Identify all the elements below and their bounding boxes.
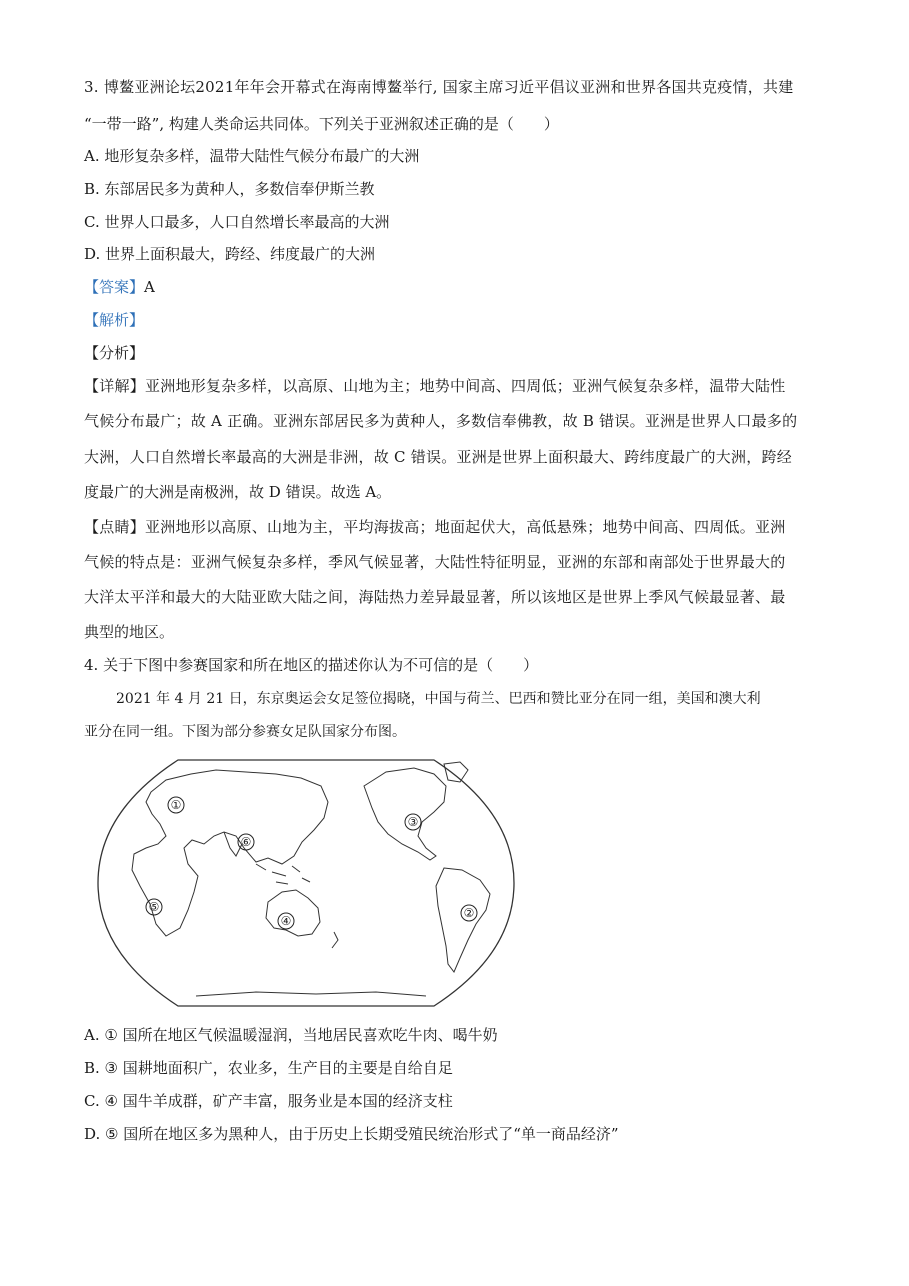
antarctica-edge (196, 992, 426, 996)
tip-line-4: 典型的地区。 (84, 623, 175, 641)
marker-1-label: ① (170, 798, 182, 812)
tip-line-1 (84, 517, 786, 537)
south-america-landmass (436, 868, 490, 972)
q4-material-line2: 亚分在同一组。下图为部分参赛女足队国家分布图。 (84, 724, 406, 740)
detail-line-3: 大洲，人口自然增长率最高的大洲是非洲，故 C 错误。亚洲是世界上面积最大、跨纬度最广的大洲，跨经 (84, 448, 793, 466)
q4-option-c: C. ④ 国牛羊成群，矿产丰富，服务业是本国的经济支柱 (84, 1092, 453, 1110)
detail-line-1 (84, 376, 786, 396)
answer-value: A (144, 278, 155, 296)
south-asia-coast (224, 832, 242, 856)
q4-stem: 4. 关于下图中参赛国家和所在地区的描述你认为不可信的是（ ） (84, 656, 539, 674)
new-zealand (332, 932, 338, 948)
marker-3 (405, 814, 421, 830)
detail-line-2: 气候分布最广；故 A 正确。亚洲东部居民多为黄种人，多数信奉佛教，故 B 错误。亚洲是世界人口最多的 (84, 412, 798, 430)
marker-5-label: ⑤ (148, 900, 160, 914)
answer-label: 【答案】 (84, 278, 145, 296)
q4-option-a: A. ① 国所在地区气候温暖湿润，当地居民喜欢吃牛肉、喝牛奶 (84, 1026, 498, 1044)
tip-label: 【点睛】 (84, 518, 146, 536)
q3-option-c: C. 世界人口最多，人口自然增长率最高的大洲 (84, 213, 390, 231)
marker-1 (168, 797, 184, 813)
tip-line-3: 大洋太平洋和最大的大陆亚欧大陆之间，海陆热力差异最显著，所以该地区是世界上季风气候最显著、最 (84, 588, 786, 606)
q3-option-d: D. 世界上面积最大，跨经、纬度最广的大洲 (84, 245, 376, 263)
q4-option-d: D. ⑤ 国所在地区多为黑种人，由于历史上长期受殖民统治形式了“单一商品经济” (84, 1125, 619, 1143)
marker-4 (278, 913, 294, 929)
q3-stem-line2: “一带一路”, 构建人类命运共同体。下列关于亚洲叙述正确的是（ ） (84, 115, 559, 133)
australia-landmass (266, 890, 320, 936)
q4-option-b: B. ③ 国耕地面积广，农业多，生产目的主要是自给自足 (84, 1059, 453, 1077)
marker-2-label: ② (463, 906, 475, 920)
detail-text-1: 亚洲地形复杂多样，以高原、山地为主；地势中间高、四周低；亚洲气候复杂多样，温带大陆性 (145, 377, 786, 395)
world-map-figure (96, 752, 516, 1014)
tip-text-1: 亚洲地形以高原、山地为主，平均海拔高；地面起伏大，高低悬殊；地势中间高、四周低。亚洲 (145, 518, 786, 536)
q3-option-a: A. 地形复杂多样，温带大陆性气候分布最广的大洲 (84, 147, 420, 165)
southeast-asia-islands (256, 864, 310, 884)
q3-stem-line1: 3. 博鳌亚洲论坛2021年年会开幕式在海南博鳌举行, 国家主席习近平倡议亚洲和世界各国共克疫情，共建 (84, 78, 794, 96)
marker-3-label: ③ (407, 815, 419, 829)
q4-material-line1: 2021 年 4 月 21 日，东京奥运会女足签位揭晓，中国与荷兰、巴西和赞比亚分在同一组，美国和澳大利 (116, 691, 761, 707)
marker-2 (461, 905, 477, 921)
marker-5 (146, 899, 162, 915)
detail-label: 【详解】 (84, 377, 146, 395)
q3-option-b: B. 东部居民多为黄种人，多数信奉伊斯兰教 (84, 180, 375, 198)
analysis-label: 【解析】 (84, 311, 145, 329)
greenland (444, 762, 468, 782)
detail-line-4: 度最广的大洲是南极洲，故 D 错误。故选 A。 (84, 483, 392, 501)
north-america-landmass (364, 768, 446, 860)
fenxi-label: 【分析】 (84, 344, 145, 362)
tip-line-2: 气候的特点是：亚洲气候复杂多样，季风气候显著，大陆性特征明显，亚洲的东部和南部处于世界最大的 (84, 553, 786, 571)
marker-6-label: ⑥ (240, 835, 252, 849)
marker-6 (238, 834, 254, 850)
q3-answer (84, 277, 155, 297)
marker-4-label: ④ (280, 914, 292, 928)
